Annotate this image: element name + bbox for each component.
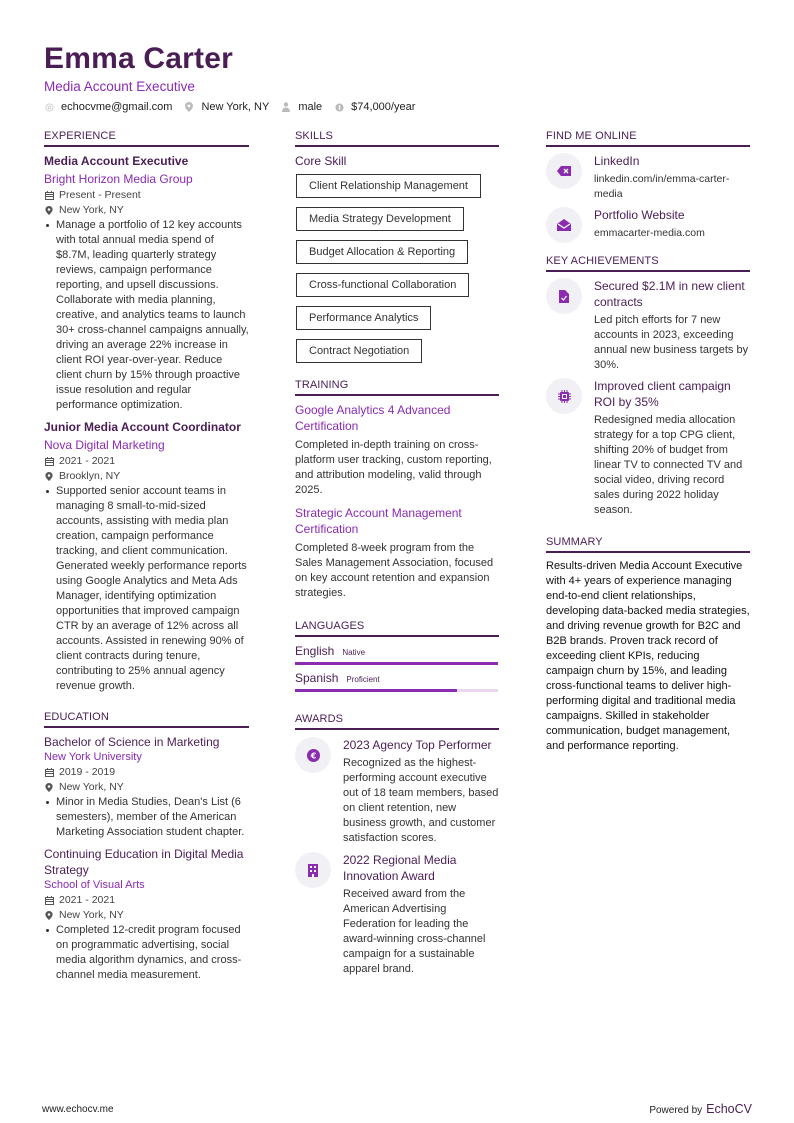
- award-title: 2023 Agency Top Performer: [343, 738, 492, 752]
- backspace-icon: [546, 153, 582, 189]
- chip-icon: [546, 378, 582, 414]
- at-sign-icon: [44, 102, 54, 112]
- user-icon: [281, 102, 291, 112]
- calendar-icon: [45, 191, 54, 200]
- award-item: [295, 737, 499, 846]
- training-title: Google Analytics 4 Advanced Certification: [295, 403, 451, 433]
- skills-list: [295, 174, 499, 372]
- experience-entry: [44, 419, 249, 694]
- degree: Bachelor of Science in Marketing: [44, 735, 220, 749]
- contact-gender-text: male: [298, 101, 323, 113]
- experience-heading: EXPERIENCE: [44, 129, 249, 147]
- contact-salary: [334, 101, 415, 113]
- middle-column: [295, 129, 499, 982]
- language-name: English: [295, 644, 335, 658]
- online-label: Portfolio Website: [594, 208, 685, 222]
- language-name: Spanish: [295, 671, 339, 685]
- achievement-title: Improved client campaign ROI by 35%: [594, 379, 731, 409]
- skill-tag: Cross-functional Collaboration: [296, 273, 469, 297]
- education-entry: [44, 734, 249, 840]
- job-description: Manage a portfolio of 12 key accounts with total annual media spend of $8.7M, leading quarterly strategy reviews, campaign performance reporting, and upsell discussions. Collaborate with media planning, creative, and analytics teams to launch 30+ cross-channel campaigns annually, driving an average 22% increase in client ROI year-over-year. Reduce client churn by 15% through proactive issue resolution and regular performance optimization.: [44, 218, 249, 413]
- training-heading: TRAINING: [295, 378, 499, 396]
- euro-coin-icon: [295, 737, 331, 773]
- online-label: LinkedIn: [594, 154, 640, 168]
- map-pin-icon: [184, 102, 194, 112]
- skill-tag: Performance Analytics: [296, 306, 431, 330]
- contact-row: [44, 101, 764, 113]
- contact-location: [184, 101, 269, 113]
- right-column: [546, 129, 750, 754]
- achievement-item: [546, 278, 750, 373]
- contact-email[interactable]: [44, 101, 172, 113]
- education-dates: 2021 - 2021: [44, 893, 249, 908]
- contact-location-text: New York, NY: [201, 101, 270, 113]
- training-description: Completed in-depth training on cross-platform user tracking, custom reporting, and attribution modeling, valid through 2025.: [295, 439, 492, 496]
- company-name: Bright Horizon Media Group: [44, 172, 193, 186]
- job-dates: Present - Present: [44, 188, 249, 203]
- skill-tag: Contract Negotiation: [296, 339, 422, 363]
- achievement-item: [546, 378, 750, 518]
- education-location: New York, NY: [44, 780, 249, 795]
- award-description: Recognized as the highest-performing account executive out of 18 team members, based on client retention, new business growth, and customer satisfaction scores.: [343, 757, 499, 844]
- education-description: Completed 12-credit program focused on programmatic advertising, social media algorithm dynamics, and cross-channel media measurement.: [44, 923, 249, 983]
- achievements-heading: KEY ACHIEVEMENTS: [546, 254, 750, 272]
- experience-entry: [44, 153, 249, 413]
- online-url[interactable]: emmacarter-media.com: [594, 227, 705, 239]
- language-proficiency-bar: [295, 689, 498, 692]
- map-pin-icon: [45, 472, 54, 481]
- online-item-portfolio[interactable]: [546, 207, 750, 243]
- job-title: Media Account Executive: [44, 154, 189, 168]
- award-item: [295, 852, 499, 977]
- skill-group-label: Core Skill: [295, 154, 347, 168]
- degree: Continuing Education in Digital Media Strategy: [44, 847, 244, 877]
- job-title: Junior Media Account Coordinator: [44, 420, 241, 434]
- online-item-linkedin[interactable]: [546, 153, 750, 202]
- language-item: [295, 643, 499, 665]
- company-name: Nova Digital Marketing: [44, 438, 165, 452]
- online-url[interactable]: linkedin.com/in/emma-carter-media: [594, 173, 730, 200]
- candidate-title: Media Account Executive: [44, 79, 195, 94]
- map-pin-icon: [45, 783, 54, 792]
- skill-tag: Budget Allocation & Reporting: [296, 240, 468, 264]
- file-check-icon: [546, 278, 582, 314]
- skill-tag: Media Strategy Development: [296, 207, 464, 231]
- powered-by-label: Powered by: [649, 1105, 703, 1116]
- summary-text: Results-driven Media Account Executive with 4+ years of experience managing end-to-end client relationships, developing data-backed media strategies, and driving revenue growth for B2C and B2B brands. Proven track record of exceeding client KPIs, reducing campaign churn by 15%, and leading cross-functional teams to deliver high-performing digital and traditional media campaigns. Skilled in stakeholder communication, budget management, and performance reporting.: [546, 560, 750, 752]
- language-level: Native: [342, 648, 366, 657]
- training-title: Strategic Account Management Certification: [295, 506, 462, 536]
- contact-gender: [281, 101, 322, 113]
- contact-email-text: echocvme@gmail.com: [61, 101, 173, 113]
- job-location: Brooklyn, NY: [44, 469, 249, 484]
- left-column: [44, 129, 249, 989]
- candidate-name: Emma Carter: [44, 42, 233, 75]
- building-icon: [295, 852, 331, 888]
- job-dates: 2021 - 2021: [44, 454, 249, 469]
- achievement-description: Led pitch efforts for 7 new accounts in 2023, exceeding annual new business targets by 30%.: [594, 314, 749, 371]
- footer-website[interactable]: www.echocv.me: [42, 1104, 114, 1115]
- awards-heading: AWARDS: [295, 712, 499, 730]
- map-pin-icon: [45, 911, 54, 920]
- svg-text:€: €: [310, 750, 316, 760]
- calendar-icon: [45, 768, 54, 777]
- contact-salary-text: $74,000/year: [351, 101, 416, 113]
- training-entry: [295, 402, 499, 498]
- training-description: Completed 8-week program from the Sales Management Association, focused on key account retention and expansion strategies.: [295, 542, 494, 599]
- coin-icon: [334, 102, 344, 112]
- languages-heading: LANGUAGES: [295, 619, 499, 637]
- school: School of Visual Arts: [44, 879, 145, 891]
- award-description: Received award from the American Advertising Federation for leading the award-winning cross-channel campaign for a sustainable apparel brand.: [343, 888, 486, 975]
- resume-header: [44, 42, 764, 113]
- map-pin-icon: [45, 206, 54, 215]
- calendar-icon: [45, 457, 54, 466]
- achievement-description: Redesigned media allocation strategy for a top CPG client, shifting 20% of budget from linear TV to connected TV and social video, driving record sales during 2022 holiday season.: [594, 414, 743, 516]
- award-title: 2022 Regional Media Innovation Award: [343, 853, 457, 883]
- achievement-title: Secured $2.1M in new client contracts: [594, 279, 745, 309]
- language-item: [295, 670, 499, 692]
- envelope-open-icon: [546, 207, 582, 243]
- education-heading: EDUCATION: [44, 710, 249, 728]
- education-entry: [44, 846, 249, 983]
- education-description: Minor in Media Studies, Dean's List (6 semesters), member of the American Marketing Association student chapter.: [44, 795, 249, 840]
- job-description: Supported senior account teams in managing 8 small-to-mid-sized accounts, assisting with media plan creation, campaign performance tracking, and client communication. Generated weekly performance reports using Google Analytics and Meta Ads Manager, identifying optimization opportunities that improved campaign CTR by an average of 12% across all accounts. Assisted in renewing 90% of client contracts during tenure, contributing to 25% annual agency revenue growth.: [44, 484, 249, 694]
- language-proficiency-bar: [295, 662, 498, 665]
- job-location: New York, NY: [44, 203, 249, 218]
- skills-heading: SKILLS: [295, 129, 499, 147]
- online-heading: FIND ME ONLINE: [546, 129, 750, 147]
- education-location: New York, NY: [44, 908, 249, 923]
- footer-powered-by: [649, 1102, 752, 1116]
- language-level: Proficient: [346, 675, 380, 684]
- summary-heading: SUMMARY: [546, 535, 750, 553]
- calendar-icon: [45, 896, 54, 905]
- skill-tag: Client Relationship Management: [296, 174, 481, 198]
- education-dates: 2019 - 2019: [44, 765, 249, 780]
- training-entry: [295, 505, 499, 601]
- brand-name[interactable]: EchoCV: [706, 1102, 752, 1116]
- school: New York University: [44, 751, 142, 763]
